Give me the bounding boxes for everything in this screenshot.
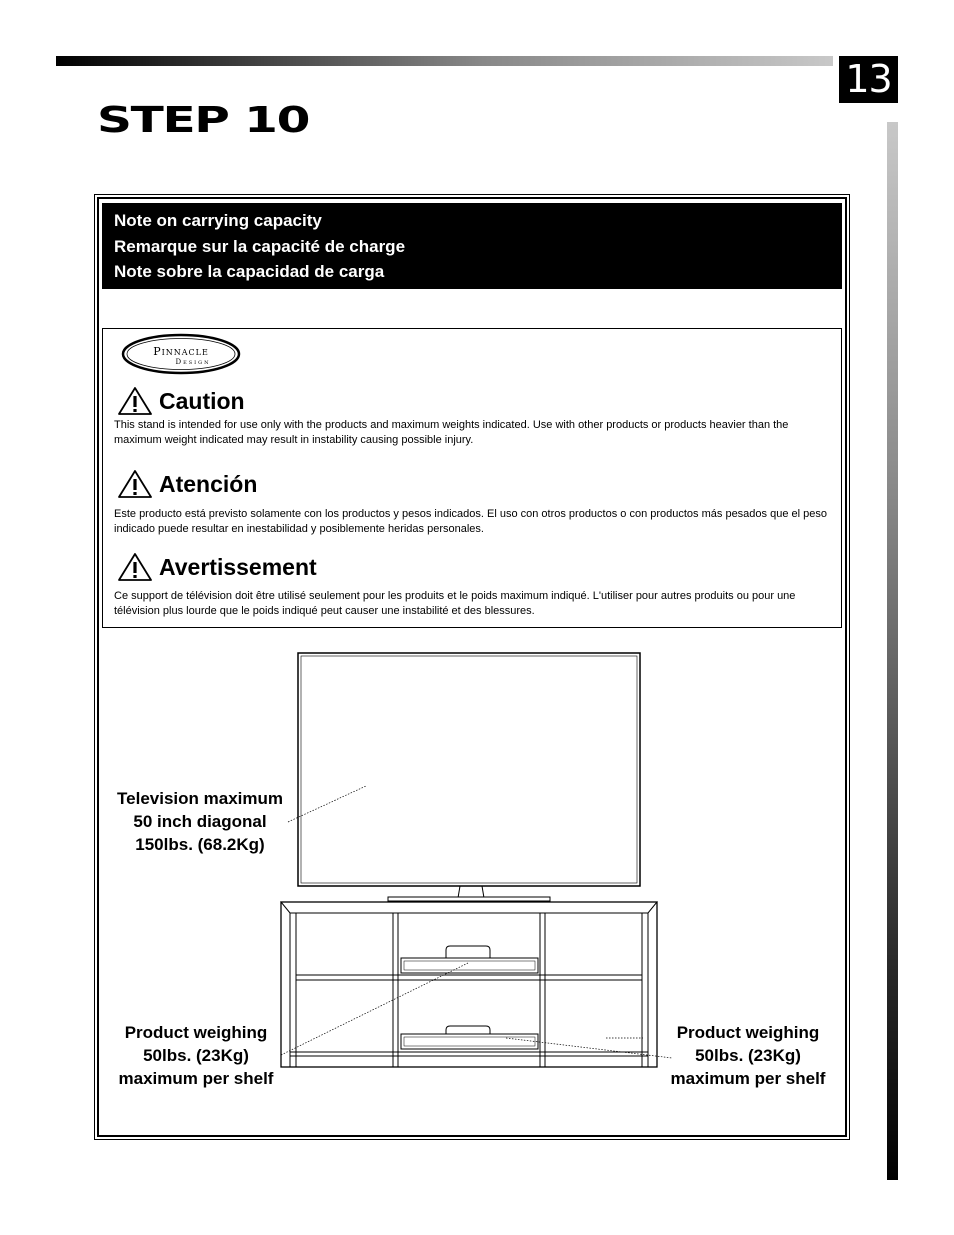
tv-base	[388, 897, 550, 901]
page-number: 13	[839, 56, 898, 103]
tv-label-line-3: 150lbs. (68.2Kg)	[135, 835, 265, 854]
stand-frame	[281, 902, 657, 1067]
shelf-left-line-3: maximum per shelf	[118, 1069, 274, 1088]
warning-heading-text: Avertissement	[159, 553, 317, 580]
tv-capacity-label	[104, 787, 296, 856]
shelf-right-line-2: 50lbs. (23Kg)	[695, 1046, 801, 1065]
tv-label-line-1: Television maximum	[117, 789, 283, 808]
tv-label-line-2: 50 inch diagonal	[133, 812, 267, 831]
shelf-left-line-2: 50lbs. (23Kg)	[143, 1046, 249, 1065]
warning-heading-text: Atención	[159, 470, 258, 497]
tv-neck	[458, 886, 484, 898]
note-line-es: Note sobre la capacidad de carga	[114, 262, 385, 281]
component-upper	[401, 958, 538, 973]
warning-heading-text: Caution	[159, 387, 245, 414]
logo-line-2: Design	[175, 358, 211, 366]
note-line-en: Note on carrying capacity	[114, 211, 322, 230]
component-lower	[401, 1034, 538, 1049]
logo-line-1: Pinnacle	[153, 345, 209, 358]
shelf-right-line-3: maximum per shelf	[670, 1069, 826, 1088]
shelf-left-line-1: Product weighing	[124, 1023, 268, 1042]
warning-text-caution: This stand is intended for use only with the products and maximum weights indicated. Use with other products or products heavier than the maximum weight indicated may result in instability causing possible injury.	[114, 419, 789, 446]
shelf-capacity-label-right	[656, 1021, 840, 1090]
warning-text-atencion: Este producto está previsto solamente con los productos y pesos indicados. El uso con otros productos o con productos más pesados que el peso indicado puede resultar en inestabilidad y posiblemente heridas personales.	[114, 508, 827, 535]
shelf-capacity-label-left	[104, 1021, 288, 1090]
step-title: STEP 10	[97, 100, 310, 141]
tv-screen	[298, 653, 640, 886]
note-line-fr: Remarque sur la capacité de charge	[114, 236, 406, 256]
warning-text-avertissement: Ce support de télévision doit être utilisé seulement pour les produits et le poids maximum indiqué. L'utiliser pour autres produits ou pour une télévision plus lourde que le poids indiqué peut causer une instabilité et des blessures.	[114, 590, 796, 617]
shelf-right-line-1: Product weighing	[676, 1023, 820, 1042]
